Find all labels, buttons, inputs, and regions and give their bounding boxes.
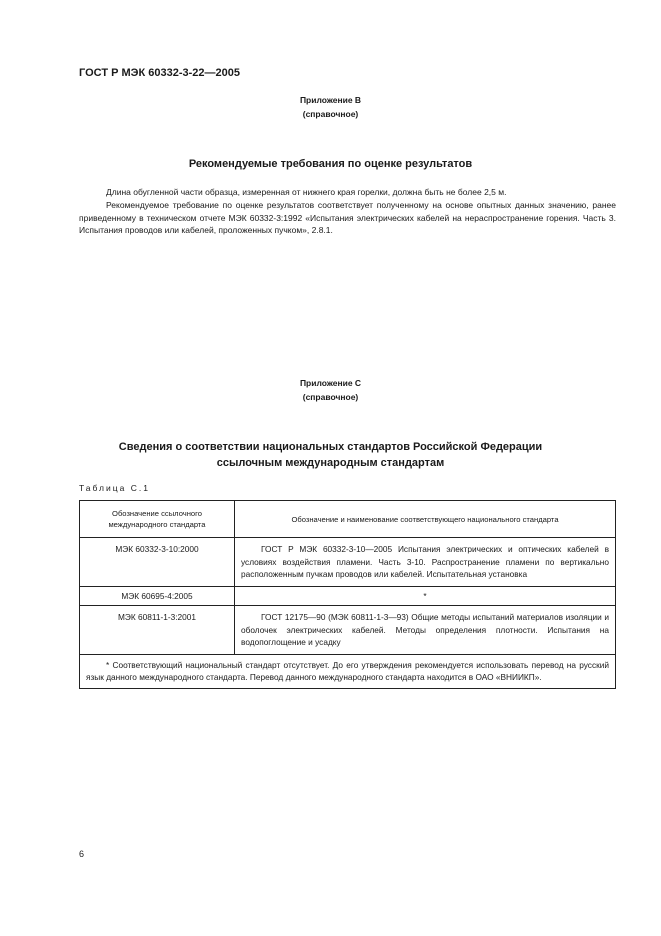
national-standard-cell: * bbox=[235, 586, 616, 606]
column-header-national: Обозначение и наименование соответствующего национального стандарта bbox=[235, 501, 616, 538]
document-code: ГОСТ Р МЭК 60332-3-22—2005 bbox=[79, 67, 240, 79]
appendix-b-subtitle: (справочное) bbox=[302, 109, 359, 119]
correspondence-table bbox=[79, 500, 616, 689]
national-standard-cell bbox=[235, 538, 616, 587]
table-row bbox=[80, 586, 616, 606]
reference-standard-cell: МЭК 60695-4:2005 bbox=[80, 586, 235, 606]
table-footnote-row bbox=[80, 654, 616, 688]
appendix-b-title: Приложение В bbox=[299, 95, 362, 105]
page-number: 6 bbox=[79, 849, 85, 859]
appendix-c-heading-line1: Сведения о соответствии национальных стандартов Российской Федерации bbox=[118, 441, 543, 453]
table-row bbox=[80, 606, 616, 655]
table-header-row bbox=[80, 501, 616, 538]
appendix-b-heading: Рекомендуемые требования по оценке результатов bbox=[188, 158, 473, 170]
appendix-b-body bbox=[79, 186, 616, 237]
reference-standard-cell: МЭК 60811-1-3:2001 bbox=[80, 606, 235, 655]
paragraph: Рекомендуемое требование по оценке результатов соответствует полученному на основе опытных данных значению, ранее приведенному в техническом отчете МЭК 60332-3:1992 «Испытания электрических кабелей на нераспространение горения. Часть 3. Испытания проводов или кабелей, проложенных пучком», 2.8.1. bbox=[79, 199, 616, 236]
appendix-c-heading-line2: ссылочным международным стандартам bbox=[216, 457, 445, 469]
paragraph: Длина обугленной части образца, измеренная от нижнего края горелки, должна быть не более 2,5 м. bbox=[106, 187, 507, 197]
appendix-c-subtitle: (справочное) bbox=[302, 392, 359, 402]
table-label: Таблица С.1 bbox=[79, 483, 150, 493]
table-row bbox=[80, 538, 616, 587]
reference-standard-cell: МЭК 60332-3-10:2000 bbox=[80, 538, 235, 587]
footnote-text: * Соответствующий национальный стандарт отсутствует. До его утверждения рекомендуется использовать перевод на русский язык данного международного стандарта. Перевод данного международного стандарта находится в ОАО «ВНИИКП». bbox=[86, 659, 609, 682]
national-standard-text: ГОСТ Р МЭК 60332-3-10—2005 Испытания электрических и оптических кабелей в условиях воздействия пламени. Часть 3-10. Распространение пламени по вертикально расположенным пучкам проводов или кабелей. Испытательная установка bbox=[241, 544, 609, 579]
national-standard-cell bbox=[235, 606, 616, 655]
table-footnote bbox=[80, 654, 616, 688]
national-standard-text: ГОСТ 12175—90 (МЭК 60811-1-3—93) Общие методы испытаний материалов изоляции и оболочек электрических кабелей. Методы определения плотности. Испытания на водопоглощение и усадку bbox=[241, 612, 609, 647]
column-header-reference: Обозначение ссылочного международного стандарта bbox=[80, 501, 235, 538]
appendix-c-title: Приложение С bbox=[299, 378, 362, 388]
